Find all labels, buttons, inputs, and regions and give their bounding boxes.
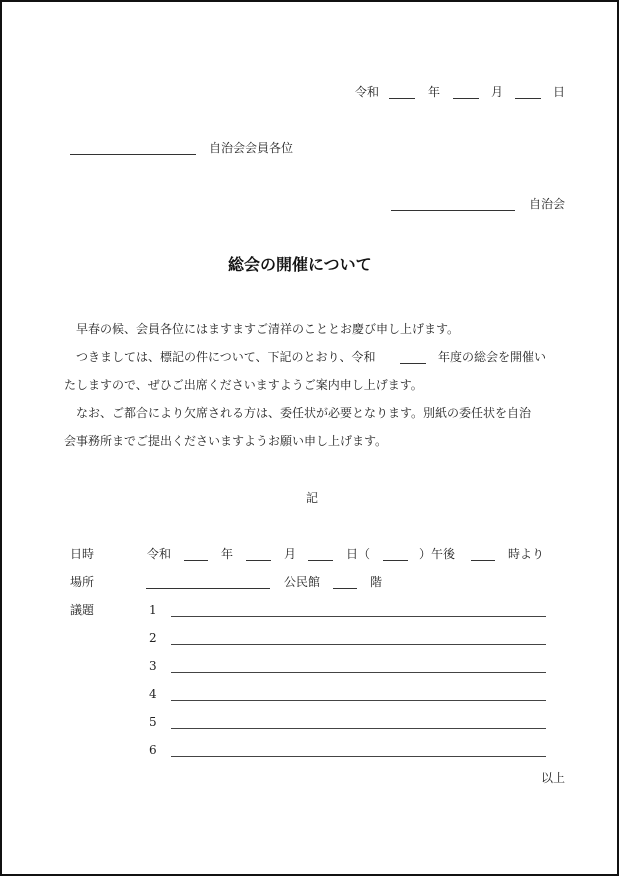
- agenda-number: 6: [149, 743, 157, 757]
- date-year-blank: [389, 98, 415, 99]
- datetime-label: 日時: [70, 547, 95, 561]
- sender-name-blank: [391, 210, 515, 211]
- fiscal-year-blank: [400, 363, 426, 364]
- body-paragraph-1: 早春の候、会員各位にはますますご清祥のこととお慶び申し上げます。: [76, 322, 460, 336]
- agenda-label: 議題: [70, 603, 95, 617]
- agenda-number: 2: [149, 631, 157, 645]
- agenda-line: [171, 756, 546, 757]
- datetime-year-blank: [184, 560, 208, 561]
- datetime-weekday-blank: [383, 560, 408, 561]
- agenda-line: [171, 644, 546, 645]
- ki-heading: 記: [306, 491, 319, 505]
- agenda-number: 5: [149, 715, 157, 729]
- place-floor-label: 階: [370, 575, 383, 589]
- body-paragraph-2-part-b: 年度の総会を開催い: [438, 350, 547, 364]
- place-name-blank: [146, 588, 270, 589]
- date-year-label: 年: [428, 85, 441, 99]
- agenda-line: [171, 672, 546, 673]
- datetime-month-label: 月: [284, 547, 297, 561]
- place-floor-blank: [333, 588, 357, 589]
- datetime-pm-label: ）午後: [419, 547, 456, 561]
- agenda-line: [171, 700, 546, 701]
- date-day-label: 日: [553, 85, 566, 99]
- closing: 以上: [541, 771, 566, 785]
- agenda-number: 1: [149, 603, 157, 617]
- sender: 自治会: [529, 197, 566, 211]
- agenda-line: [171, 728, 546, 729]
- body-paragraph-2-part-c: たしますので、ぜひご出席くださいますようご案内申し上げます。: [64, 378, 423, 392]
- place-label: 場所: [70, 575, 95, 589]
- datetime-era: 令和: [147, 547, 172, 561]
- datetime-year-label: 年: [221, 547, 234, 561]
- agenda-number: 4: [149, 687, 157, 701]
- place-hall-label: 公民館: [284, 575, 321, 589]
- recipient: 自治会会員各位: [209, 141, 294, 155]
- datetime-from-label: 時より: [508, 547, 545, 561]
- date-era: 令和: [355, 85, 380, 99]
- date-month-label: 月: [491, 85, 504, 99]
- agenda-number: 3: [149, 659, 157, 673]
- body-paragraph-2-part-a: つきましては、標記の件について、下記のとおり、令和: [76, 350, 376, 364]
- datetime-day-label: 日（: [346, 547, 371, 561]
- page-title: 総会の開催について: [228, 255, 372, 274]
- body-paragraph-3-part-b: 会事務所までご提出くださいますようお願い申し上げます。: [64, 434, 388, 448]
- recipient-name-blank: [70, 154, 196, 155]
- date-day-blank: [515, 98, 541, 99]
- agenda-line: [171, 616, 546, 617]
- datetime-month-blank: [246, 560, 271, 561]
- body-paragraph-3-part-a: なお、ご都合により欠席される方は、委任状が必要となります。別紙の委任状を自治: [76, 406, 532, 420]
- date-month-blank: [453, 98, 479, 99]
- datetime-hour-blank: [471, 560, 495, 561]
- datetime-day-blank: [308, 560, 333, 561]
